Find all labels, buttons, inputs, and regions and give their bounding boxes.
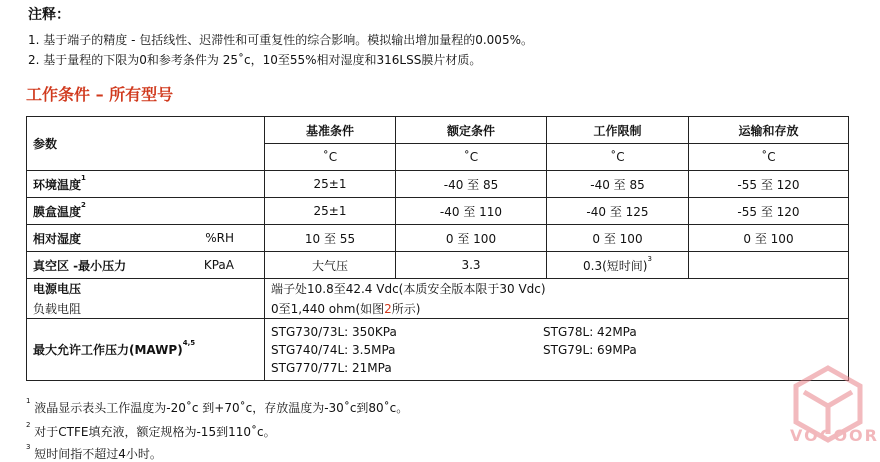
col-header-rated: 额定条件	[396, 117, 547, 144]
footnote-text: 对于CTFE填充液，额定规格为-15到110˚c。	[30, 425, 276, 439]
footnote-text: 液晶显示表头工作温度为-20˚c 到+70˚c，存放温度为-30˚c到80˚c。	[30, 401, 409, 415]
unit-cell: ˚C	[689, 144, 849, 171]
mawp-item: STG740/74L: 3.5MPa	[271, 342, 396, 357]
unit-cell: ˚C	[547, 144, 689, 171]
table-row-ambient-temp	[27, 171, 849, 198]
mawp-item: STG79L: 69MPa	[543, 342, 637, 357]
load-label: 负载电阻	[33, 302, 82, 316]
cell-value: -40 至 110	[396, 198, 547, 225]
power-value	[265, 279, 849, 319]
cell-value: -40 至 125	[547, 198, 689, 225]
row-label	[27, 198, 265, 225]
section-title: 工作条件 – 所有型号	[26, 85, 174, 104]
cell-value: -55 至 120	[689, 171, 849, 198]
power-line-2	[271, 300, 842, 317]
note-1: 1. 基于端子的精度 - 包括线性、迟滞性和可重复性的综合影响。模拟输出增加量程的0.005%。	[28, 33, 533, 47]
footnote-text: 短时间指不超过4小时。	[30, 447, 162, 461]
cell-value: -55 至 120	[689, 198, 849, 225]
cell-text: 0.3(短时间)	[583, 258, 648, 273]
mawp-item: STG730/73L: 350KPa	[271, 324, 397, 339]
row-unit: %RH	[205, 231, 234, 245]
footnote-1	[26, 399, 408, 416]
table-row-capsule-temp	[27, 198, 849, 225]
footnote-number: 3	[26, 443, 31, 451]
table-header-row	[27, 117, 849, 144]
mawp-item: STG78L: 42MPa	[543, 324, 637, 339]
row-label	[27, 252, 265, 279]
row-label-text: 环境温度	[33, 177, 82, 192]
footnote-ref: 2	[81, 200, 86, 209]
table-row-mawp	[27, 319, 849, 381]
unit-cell: ˚C	[265, 144, 396, 171]
row-label	[27, 225, 265, 252]
row-label-text: 最大允许工作压力(MAWP)	[33, 343, 183, 357]
unit-cell: ˚C	[396, 144, 547, 171]
cell-value: 大气压	[265, 252, 396, 279]
row-label-text: 真空区 -最小压力	[33, 258, 127, 273]
row-label	[27, 171, 265, 198]
row-label-text: 膜盒温度	[33, 204, 82, 219]
mawp-value	[265, 319, 849, 381]
vocoor-logo-text: VOCOOR	[790, 426, 879, 445]
cell-value: -40 至 85	[396, 171, 547, 198]
col-header-transport-storage: 运输和存放	[689, 117, 849, 144]
row-unit: KPaA	[203, 258, 234, 272]
footnote-ref: 1	[81, 173, 86, 182]
operating-conditions-table	[26, 116, 849, 381]
row-label	[27, 279, 265, 319]
row-label	[27, 319, 265, 381]
footnote-ref: 4,5	[182, 339, 196, 347]
cell-value	[689, 252, 849, 279]
footnote-number: 2	[26, 421, 31, 429]
cell-value: -40 至 85	[547, 171, 689, 198]
table-row-vacuum	[27, 252, 849, 279]
cell-value: 3.3	[396, 252, 547, 279]
row-label-text: 相对湿度	[33, 231, 82, 246]
table-row-power	[27, 279, 849, 319]
cell-value: 25±1	[265, 198, 396, 225]
footnote-3	[26, 445, 162, 462]
power-line-1: 端子处10.8至42.4 Vdc(本质安全版本限于30 Vdc)	[271, 282, 546, 296]
cell-value: 0 至 100	[547, 225, 689, 252]
cell-value: 0 至 100	[689, 225, 849, 252]
mawp-item: STG770/77L: 21MPa	[271, 360, 392, 375]
cell-value: 10 至 55	[265, 225, 396, 252]
param-header: 参数	[27, 117, 265, 171]
cell-value: 0 至 100	[396, 225, 547, 252]
notes-title: 注释：	[28, 7, 70, 23]
cell-value	[547, 252, 689, 279]
power-line-2-post: 所示)	[391, 302, 421, 316]
figure-link[interactable]: 2	[384, 302, 392, 316]
footnote-2	[26, 423, 276, 440]
footnote-ref: 3	[647, 254, 652, 263]
col-header-operating-limits: 工作限制	[547, 117, 689, 144]
power-label: 电源电压	[33, 282, 82, 296]
col-header-reference: 基准条件	[265, 117, 396, 144]
cell-value: 25±1	[265, 171, 396, 198]
note-2: 2. 基于量程的下限为0和参考条件为 25˚c，10至55%相对湿度和316LSS膜片材质。	[28, 53, 482, 67]
power-line-2-pre: 0至1,440 ohm(如图	[271, 302, 385, 316]
footnote-number: 1	[26, 397, 31, 405]
table-row-humidity	[27, 225, 849, 252]
